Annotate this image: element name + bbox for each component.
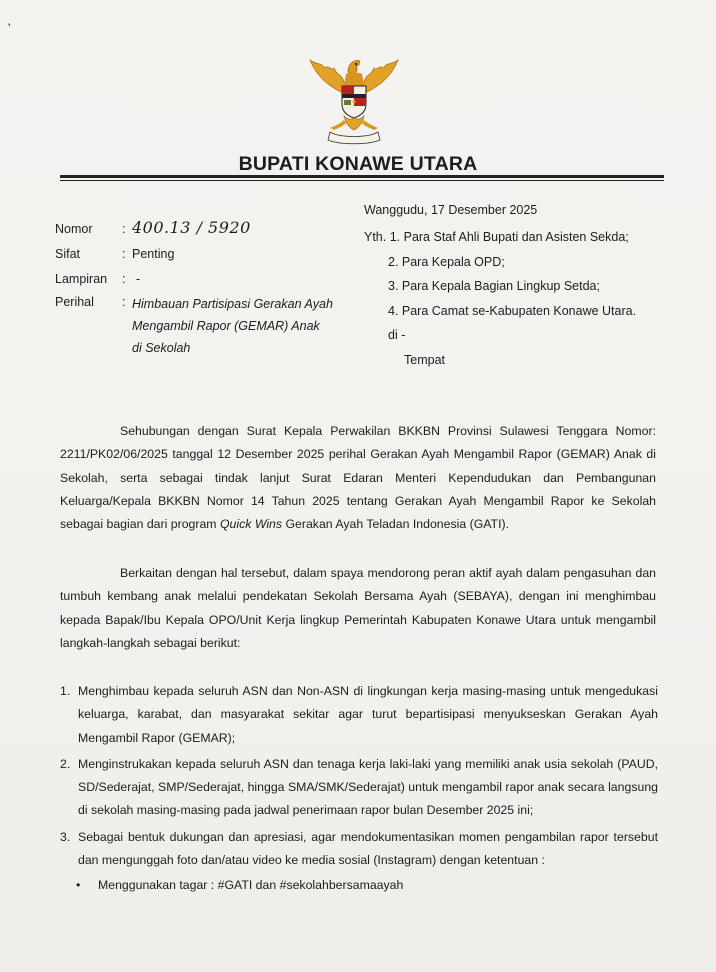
perihal-line: Himbauan Partisipasi Gerakan Ayah	[132, 297, 333, 311]
nomor-colon: :	[122, 222, 126, 236]
sifat-value: Penting	[132, 247, 175, 261]
garuda-emblem-icon	[304, 50, 404, 146]
list-item	[60, 753, 658, 823]
nomor-label: Nomor	[55, 222, 93, 236]
list-text: Sebagai bentuk dukungan dan apresiasi, agar mendokumentasikan momen pengambilan rapor tersebut dan mengunggah foto dan/atau video ke media sosial (Instagram) dengan ketentuan :	[78, 829, 658, 868]
sifat-label: Sifat	[55, 247, 81, 261]
lampiran-value: -	[136, 272, 141, 286]
list-text: Menghimbau kepada seluruh ASN dan Non-ASN di lingkungan kerja masing-masing untuk mengedukasi keluarga, karabat, dan masyarakat sekitar agar turut bepartisipasi menyukseskan Gerakan Ayah Mengambil Rapor (GEMAR);	[78, 684, 658, 745]
recipient-item: 2. Para Kepala OPD;	[388, 254, 505, 269]
letter-date: Wanggudu, 17 Desember 2025	[364, 203, 538, 217]
paragraph-text: Gerakan Ayah Teladan Indonesia (GATI).	[282, 517, 509, 532]
list-text: Menginstrukakan kepada seluruh ASN dan tenaga kerja laki-laki yang memiliki anak usia sekolah (PAUD, SD/Sederajat, SMP/Sederajat, hingga SMA/SMK/Sederajat) untuk mengambil rapor anak secara langsung di sekolah masing-masing pada jadwal penerimaan rapor bulan Desember 2025 ini;	[78, 756, 658, 818]
paragraph-text: Berkaitan dengan hal tersebut, dalam spaya mendorong peran aktif ayah dalam pengasuhan dan tumbuh kembang anak melalui pendekatan Sekolah Bersama Ayah (SEBAYA), dengan ini menghimbau kepada Bapak/Ibu Kepala OPO/Unit Kerja lingkup Pemerintah Kabupaten Konawe Utara untuk mengambil langkah-langkah sebagai berikut:	[60, 566, 656, 650]
list-item	[60, 680, 658, 750]
letterhead-divider	[60, 175, 664, 178]
instruction-list	[60, 680, 658, 898]
recipient-di: di -	[388, 328, 406, 342]
scan-mark: ,	[3, 13, 12, 29]
nomor-value: 400.13 / 5920	[132, 218, 251, 237]
perihal-line: Mengambil Rapor (GEMAR) Anak	[132, 319, 320, 333]
lampiran-colon: :	[122, 272, 126, 286]
bullet-text: Menggunakan tagar : #GATI dan #sekolahbersamaayah	[98, 878, 404, 893]
list-number: 1.	[60, 684, 71, 698]
bullet-item	[60, 874, 658, 897]
sifat-colon: :	[122, 247, 126, 261]
list-number: 2.	[60, 756, 71, 771]
perihal-line: di Sekolah	[132, 341, 191, 355]
body-paragraph-1	[60, 420, 656, 536]
list-number: 3.	[60, 829, 71, 844]
paragraph-emphasis: Quick Wins	[219, 517, 283, 532]
letterhead-title: BUPATI KONAWE UTARA	[238, 153, 478, 175]
recipient-item: Yth. 1. Para Staf Ahli Bupati dan Asisten Sekda;	[364, 230, 629, 244]
recipient-item: 4. Para Camat se-Kabupaten Konawe Utara.	[388, 303, 637, 318]
recipient-item: 3. Para Kepala Bagian Lingkup Setda;	[388, 279, 600, 293]
perihal-value	[132, 293, 362, 359]
bullet-icon: •	[76, 878, 81, 893]
list-item	[60, 826, 658, 873]
perihal-colon: :	[122, 295, 126, 309]
perihal-label: Perihal	[55, 295, 94, 309]
body-paragraph-2	[60, 562, 656, 655]
paragraph-text: Sehubungan dengan Surat Kepala Perwakilan BKKBN Provinsi Sulawesi Tenggara Nomor: 2211/PK02/06/2025 tanggal 12 Desember 2025 perihal Gerakan Ayah Mengambil Rapor (GEMAR) Anak di Sekolah, serta sebagai tindak lanjut Surat Edaran Menteri Kependudukan dan Pembangunan Keluarga/Kepala BKKBN Nomor 14 Tahun 2025 tentang Gerakan Ayah Mengambil Rapor ke Sekolah sebagai bagian dari program	[60, 424, 656, 532]
recipient-place: Tempat	[404, 352, 445, 367]
lampiran-label: Lampiran	[55, 272, 108, 286]
letterhead-divider-thin	[60, 180, 664, 181]
recipient-list	[364, 225, 636, 372]
